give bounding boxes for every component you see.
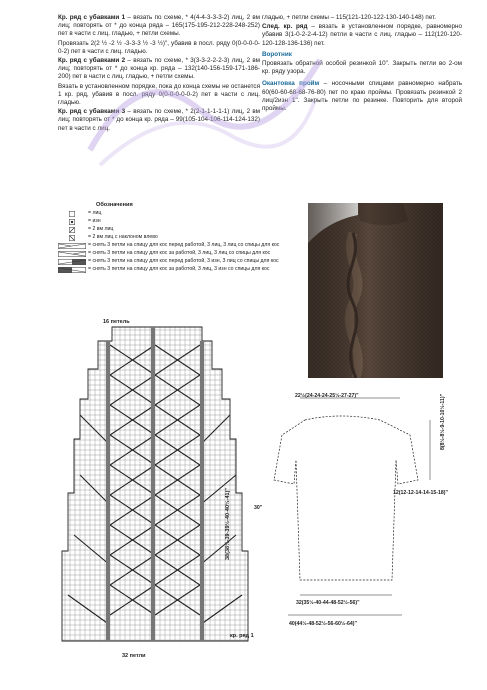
armhole-heading: Окантовка пройм: [262, 80, 320, 88]
armhole-paragraph: [262, 80, 462, 113]
legend-label: = 2 вм лиц: [88, 226, 114, 233]
legend-title: Обозначения: [96, 202, 133, 208]
cable-front-purl-icon: [58, 259, 86, 265]
chart-top-label: 16 петель: [103, 319, 130, 325]
legend-item-cable-back-knit: [58, 250, 298, 257]
label-decrease-row-2: Кр. ряд с убавками 2: [58, 57, 126, 65]
legend-label: = снять 3 петли на спицу для кос перед работой, 3 лиц, 3 лиц со спицы для кос: [88, 242, 280, 249]
label-decrease-row-3: Кр. ряд с убавками 3: [58, 108, 126, 116]
chart-bottom-label: 32 петли: [122, 653, 146, 659]
legend-label: = снять 3 петли на спицу для кос за работой, 3 лиц, 3 изн со спицы для кос: [88, 266, 270, 273]
paragraph-continued: [262, 14, 462, 22]
cable-back-knit-icon: [58, 251, 86, 257]
chart-side-dimension: 38(38½-39-39½-40-40½-41)": [225, 487, 231, 560]
paragraph-next-row: [262, 23, 462, 48]
text-knit-2: Провязать 2(2 ½ -2 ½ -3-3-3 ½ -3 ½)", убавив в посл. ряду 0(0-0-0-0-0-2) пет в части с лиц. гладью.: [58, 39, 260, 55]
legend-item-cable-back-purl: [58, 266, 298, 273]
label-decrease-row-1: Кр. ряд с убавками 1: [58, 14, 126, 21]
legend-item-purl: [58, 218, 298, 225]
schematic-bottom-dimension: 40(44½-48-52½-56-60½-64)": [289, 621, 357, 627]
paragraph-decrease-row-1: [58, 14, 260, 39]
text-next-row: – вязать в установленном порядке, равномерно убавив 3(1-0-2-2-4-12) петли в части с лиц. гладью – 112(120-120-120-128-136-136) пет.: [262, 23, 462, 47]
instructions-left-column: [58, 14, 260, 134]
knit-symbol-icon: [69, 211, 75, 217]
schematic-sleeve-dimension: 12(12-12-14-14-15-18)": [393, 490, 448, 496]
legend-label: = снять 3 петли на спицу для кос перед работой, 3 изн, 3 лиц со спицы для кос: [88, 258, 279, 265]
cable-front-knit-icon: [58, 243, 86, 249]
schematic-armhole-dimension: 8(8½-8½-9-10-10½-11)": [440, 393, 446, 450]
legend-label: = изн: [88, 218, 101, 225]
legend-label: = 2 вм лиц с наклоном влево: [88, 234, 158, 241]
armhole-text: – носочными спицами равномерно набрать 60(60-60-68-68-76-80) пет по краю проймы. Провязать резинкой 2 лиц/2изн 1". Закрыть петли по резинке. Повторить для второй проймы.: [262, 80, 462, 113]
collar-heading: Воротник: [262, 50, 292, 58]
garment-schematic: [260, 390, 460, 645]
garment-outline: [274, 416, 418, 580]
cable-chart: [50, 315, 263, 655]
text-continue: Вязать в установленном порядке, пока до конца схемы не останется 1 кр. ряд, убавив в посл. ряду 0(0-0-0-0-0-2) пет в части с лиц. гладью.: [58, 82, 260, 107]
chart-row-label: кр. ряд 1: [230, 633, 254, 639]
schematic-length-dimension: 30": [254, 505, 263, 511]
instructions-right-column: [262, 14, 462, 114]
legend-item-cable-front-knit: [58, 242, 298, 249]
sweater-photo: [308, 203, 443, 378]
collar-text: Провязать обратной особой резинкой 10". Закрыть петли во 2-ом кр. ряду узора.: [262, 60, 462, 76]
text-continued: гладью, + петли схемы – 115(121-120-122-130-140-148) пет.: [262, 14, 437, 21]
legend-label: = снять 3 петли на спицу для кос за работой, 3 лиц, 3 лиц со спицы для кос: [88, 250, 271, 257]
purl-symbol-icon: [69, 219, 75, 225]
k2tog-symbol-icon: [69, 227, 75, 233]
legend-item-cable-front-purl: [58, 258, 298, 265]
paragraph-decrease-row-2: [58, 57, 260, 82]
legend-item-k2tog: [58, 226, 298, 233]
label-next-row: След. кр. ряд: [262, 23, 308, 31]
symbol-legend: [58, 202, 298, 274]
paragraph-knit-2: [58, 40, 260, 56]
cable-back-purl-icon: [58, 267, 86, 273]
paragraph-continue: [58, 83, 260, 108]
text-decrease-row-3: – вязать по схеме, * 2(2-1-1-1-1-1) лиц, 2 вм лиц; повторять от * до конца кр. ряда – 99(105-104-106-114-124-132) пет в части с лиц.: [58, 108, 260, 132]
ssk-symbol-icon: [69, 235, 75, 241]
schematic-hip-dimension: 32(35½-40-44-48-52½-56)": [296, 600, 360, 606]
legend-item-knit: [58, 210, 298, 217]
paragraph-decrease-row-3: [58, 108, 260, 133]
text-decrease-row-2: – вязать по схеме, * 3(3-3-2-2-2-3) лиц, 2 вм лиц; повторять от * до конца кр. ряда – 132(140-156-159-171-186-200) пет в части с лиц. гладью, + петли схемы.: [58, 57, 260, 81]
legend-label: = лиц: [88, 210, 102, 217]
schematic-top-dimension: 22½(24-24-24-25½-27-27)": [295, 393, 359, 399]
legend-item-ssk: [58, 234, 298, 241]
text-decrease-row-1: – вязать по схеме, * 4(4-4-3-3-3-2) лиц, 2 вм лиц; повторять от * до конца ряда – 165(175-195-212-228-248-252) пет в части с лиц. гладью, + петли схемы.: [58, 14, 260, 38]
